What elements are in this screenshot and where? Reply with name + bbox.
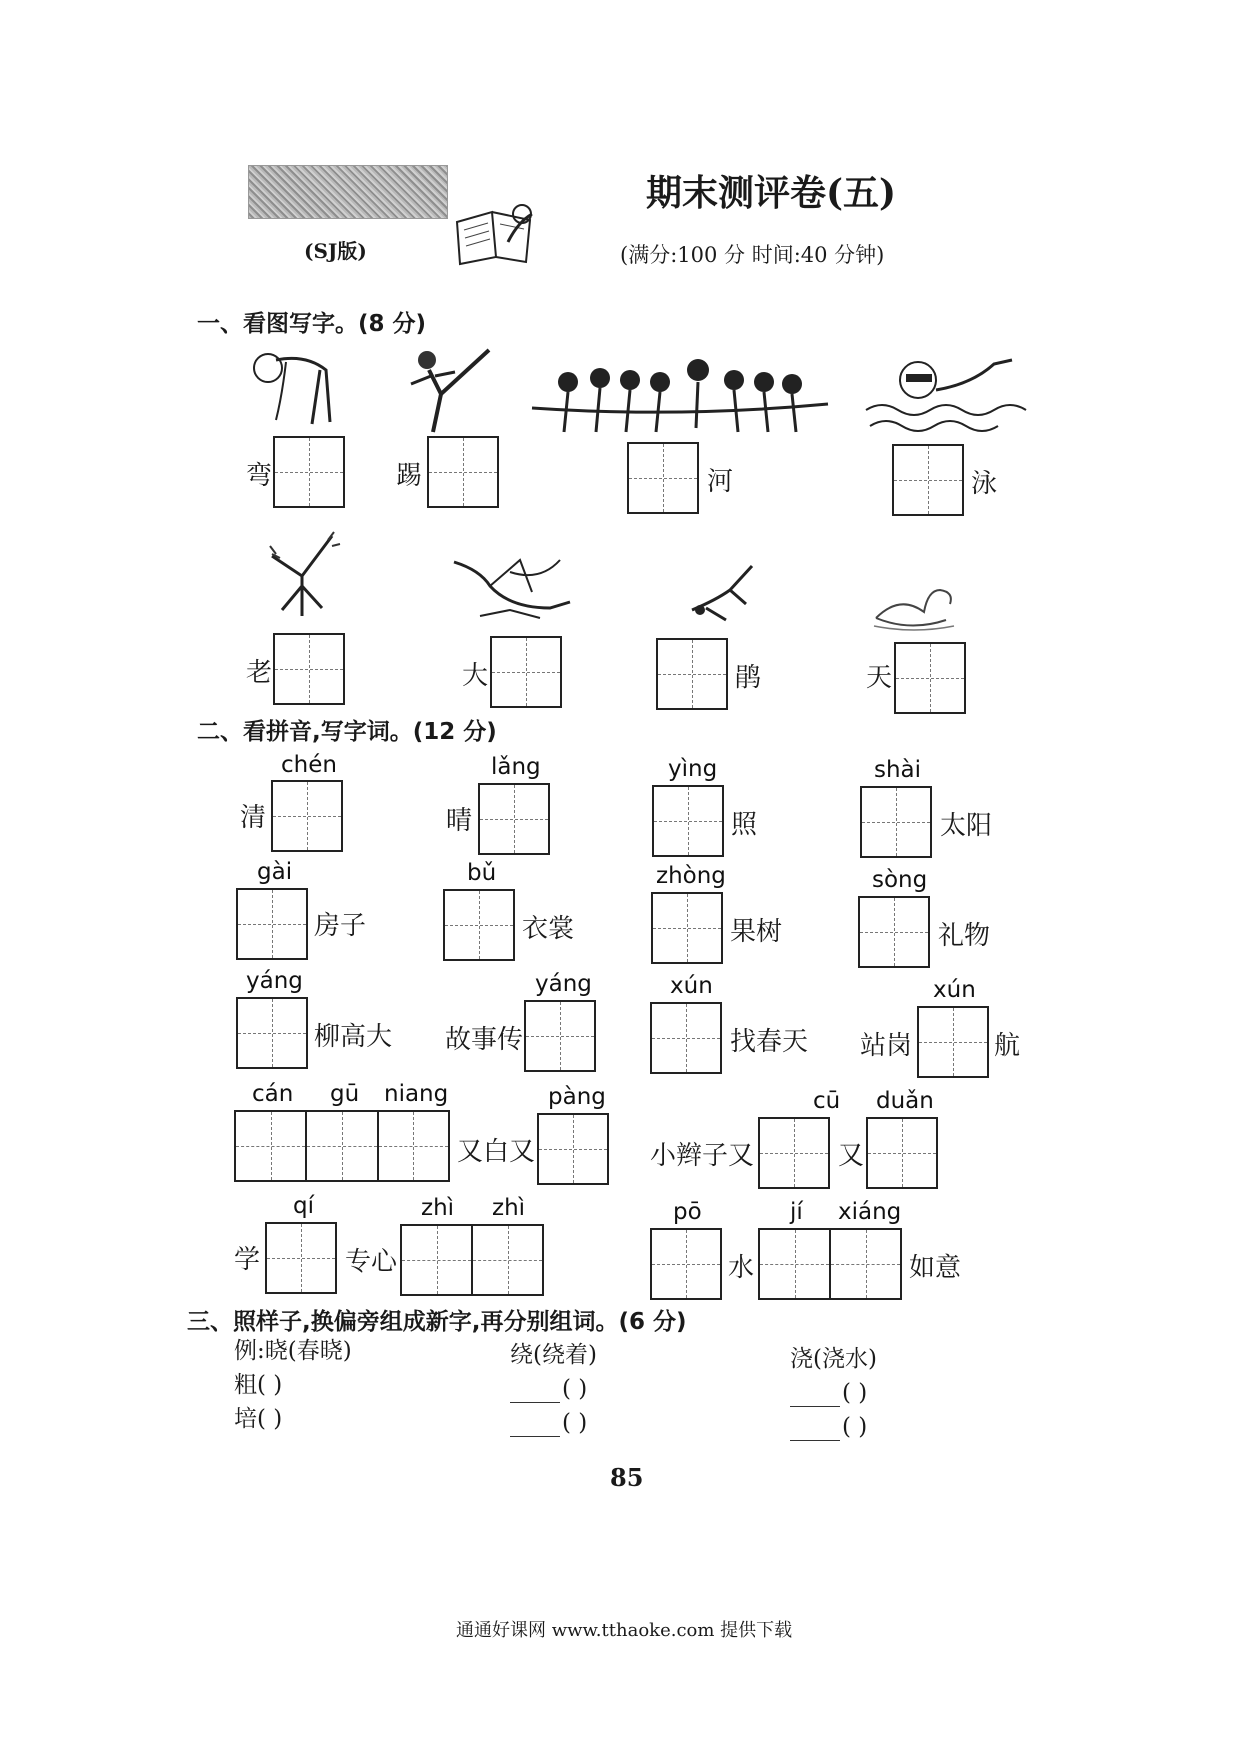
char-yong: 泳 [971,469,998,499]
writing-grid-2[interactable] [758,1228,902,1300]
writing-grid[interactable] [656,638,728,710]
pinyin: cū [813,1088,841,1114]
cuckoo-illustration [686,560,758,624]
writing-grid[interactable] [650,1002,722,1074]
writing-grid[interactable] [866,1117,938,1189]
writing-grid[interactable] [627,442,699,514]
answer-paren: ( ) [842,1380,868,1406]
char-wan: 弯 [246,461,273,491]
pinyin: zhì [492,1195,526,1221]
section-1-heading: 一、看图写字。(8 分) [197,311,427,337]
page-number: 85 [610,1463,644,1492]
writing-grid[interactable] [273,436,345,508]
pinyin: niang [384,1081,449,1107]
writing-grid[interactable] [858,896,930,968]
answer-blank[interactable] [510,1374,560,1403]
pinyin: lǎng [491,754,541,780]
writing-grid[interactable] [917,1006,989,1078]
pinyin: duǎn [876,1088,934,1114]
writing-grid[interactable] [236,888,308,960]
suffix-text: 找春天 [730,1027,809,1057]
answer-blank[interactable] [790,1412,840,1441]
writing-grid-3[interactable] [234,1110,450,1182]
pinyin: cán [252,1081,294,1107]
edition-label: (SJ版) [304,239,367,263]
writing-grid-2[interactable] [400,1224,544,1296]
suffix-text: 照 [731,810,758,840]
pinyin: zhòng [656,863,726,889]
page-title: 期末测评卷(五) [646,172,897,214]
suffix-text: 房子 [314,911,367,941]
writing-grid[interactable] [892,444,964,516]
writing-grid[interactable] [524,1000,596,1072]
pinyin: gū [330,1081,360,1107]
prefix-text: 清 [240,803,267,833]
pinyin: jí [790,1199,803,1225]
writing-grid[interactable] [427,436,499,508]
swimmer-illustration [862,350,1030,436]
suffix-text: 衣裳 [522,914,575,944]
exercise-item: 培( ) [234,1406,283,1432]
writing-grid[interactable] [537,1113,609,1185]
pinyin: xiáng [838,1199,902,1225]
pinyin: yìng [668,756,718,782]
prefix-text: 晴 [446,806,473,836]
pinyin: yáng [246,968,303,994]
answer-paren: ( ) [562,1376,588,1402]
answer-blank[interactable] [510,1408,560,1437]
pinyin: qí [293,1193,314,1219]
pinyin: sòng [872,867,928,893]
answer-paren: ( ) [842,1414,868,1440]
lead-text: 学 [234,1245,261,1275]
eagle-illustration [262,526,342,626]
decorative-banner [248,165,448,219]
answer-blank[interactable] [790,1378,840,1407]
char-tian: 天 [866,663,893,693]
swan-illustration [870,584,958,632]
writing-grid[interactable] [443,889,515,961]
lead-text: 小辫子又 [650,1141,755,1171]
model-word: 浇(浇水) [790,1346,877,1372]
writing-grid[interactable] [490,636,562,708]
char-ti: 踢 [396,461,423,491]
section-2-heading: 二、看拼音,写字词。(12 分) [197,719,497,745]
bending-person-illustration [246,346,346,430]
writing-grid[interactable] [652,785,724,857]
example-text: 例:晓(春晓) [234,1338,352,1364]
prefix-text: 故事传 [445,1025,524,1055]
writing-grid[interactable] [894,642,966,714]
prefix-text: 站岗 [860,1031,913,1061]
model-word: 绕(绕着) [510,1342,597,1368]
suffix-text: 水 [728,1253,755,1283]
suffix-text: 礼物 [938,921,991,951]
char-da: 大 [462,661,489,691]
goose-illustration [450,552,576,624]
writing-grid[interactable] [860,786,932,858]
pinyin: yáng [535,971,592,997]
char-he: 河 [707,467,734,497]
pinyin: zhì [421,1195,455,1221]
answer-paren: ( ) [562,1410,588,1436]
mid-text: 专心 [345,1247,398,1277]
writing-grid[interactable] [271,780,343,852]
suffix-text: 太阳 [940,811,993,841]
exercise-item: 粗( ) [234,1372,283,1398]
mid-text: 又 [838,1141,865,1171]
score-time-info: (满分:100 分 时间:40 分钟) [620,243,885,267]
pinyin: bǔ [467,860,497,886]
pinyin: xún [670,973,713,999]
pinyin: pàng [548,1084,606,1110]
kicking-person-illustration [405,344,495,436]
writing-grid[interactable] [758,1117,830,1189]
char-juan: 鹃 [735,663,762,693]
pinyin: gài [257,859,293,885]
pinyin: shài [874,757,922,783]
pinyin: xún [933,977,976,1003]
mid-text: 又白又 [457,1137,536,1167]
writing-grid[interactable] [478,783,550,855]
pinyin: chén [281,752,337,778]
writing-grid[interactable] [651,892,723,964]
writing-grid[interactable] [265,1222,337,1294]
tug-of-war-illustration [528,348,838,440]
writing-grid[interactable] [236,997,308,1069]
writing-grid[interactable] [273,633,345,705]
suffix-text: 果树 [730,917,783,947]
writing-grid[interactable] [650,1228,722,1300]
suffix-text: 柳高大 [314,1022,393,1052]
book-illustration [452,202,548,268]
suffix-text: 航 [994,1031,1021,1061]
footer-text: 通通好课网 www.tthaoke.com 提供下载 [456,1620,793,1641]
pinyin: pō [673,1199,702,1225]
section-3-heading: 三、照样子,换偏旁组成新字,再分别组词。(6 分) [187,1309,687,1335]
suffix-text: 如意 [909,1253,962,1283]
char-lao: 老 [246,658,273,688]
